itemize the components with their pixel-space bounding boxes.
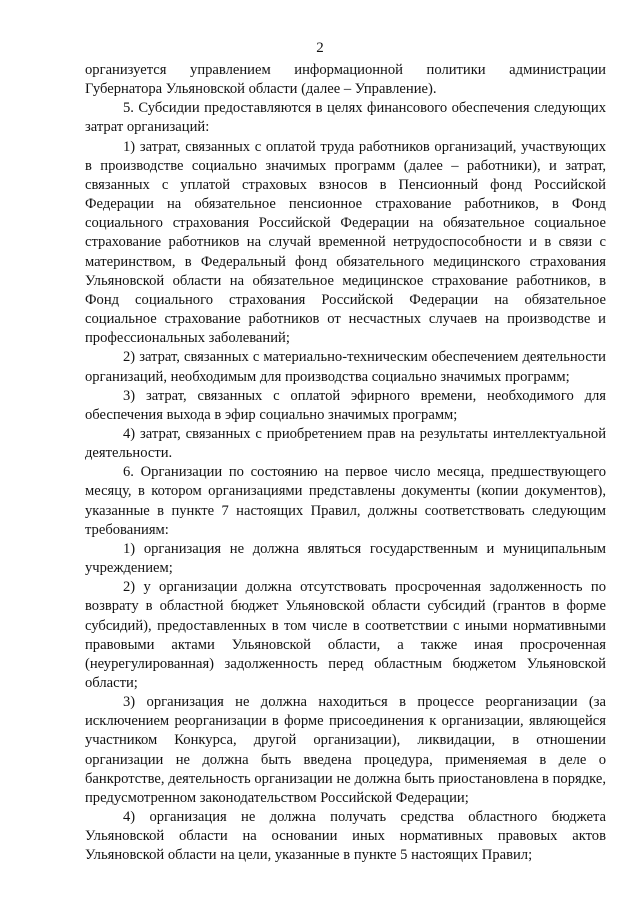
paragraph-6-item-2: 2) у организации должна отсутствовать просроченная задолженность по возврату в областной бюджет Ульяновской области субсидий (грантов в форме субсидий), предоставленных в том числе в соответствии с иными нормативными правовыми актами Ульяновской области, а также иная просроченная (неурегулированная) задолженность перед областным бюджетом Ульяновской области; <box>85 579 606 691</box>
paragraph-6-item-3: 3) организация не должна находиться в процессе реорганизации (за исключением реорганизации в форме присоединения к организации, являющейся участником Конкурса, другой организации), ликвидации, в отношении организации не должна быть введена процедура, применяемая в деле о банкротстве, деятельность организации не должна быть приостановлена в порядке, предусмотренном законодательством Российской Федерации; <box>85 694 606 806</box>
paragraph-5-item-1: 1) затрат, связанных с оплатой труда работников организаций, участвующих в производстве социально значимых программ (далее – работники), и затрат, связанных с уплатой страховых взносов в Пенсионный фонд Российской Федерации на обязательное пенсионное страхование работников, в Фонд социального страхования Российской Федерации на обязательное социальное страхование работников на случай временной нетрудоспособности и в связи с материнством, в Федеральный фонд обязательного медицинского страхования Ульяновской области на обязательное медицинское страхование работников, в Фонд социального страхования Российской Федерации на обязательное социальное страхование работников от несчастных случаев на производстве и профессиональных заболеваний; <box>85 138 606 347</box>
paragraph-5-item-4: 4) затрат, связанных с приобретением прав на результаты интеллектуальной деятельности. <box>85 425 606 462</box>
paragraph-section-5: 5. Субсидии предоставляются в целях финансового обеспечения следующих затрат организаций: <box>85 100 606 136</box>
page-number: 2 <box>316 40 324 56</box>
paragraph-5-item-3: 3) затрат, связанных с оплатой эфирного времени, необходимого для обеспечения выхода в эфир социально значимых программ; <box>85 387 606 423</box>
paragraph-intro-continuation: организуется управлением информационной политики администрации Губернатора Ульяновской области (далее – Управление). <box>85 62 606 98</box>
paragraph-6-item-1: 1) организация не должна являться государственным и муниципальным учреждением; <box>85 540 606 577</box>
paragraph-6-item-4: 4) организация не должна получать средства областного бюджета Ульяновской области на основании иных нормативных правовых актов Ульяновской области на цели, указанные в пункте 5 настоящих Правил; <box>85 809 606 864</box>
paragraph-5-item-2: 2) затрат, связанных с материально-техническим обеспечением деятельности организаций, необходимым для производства социально значимых программ; <box>85 349 606 385</box>
document-body <box>85 61 606 866</box>
paragraph-section-6: 6. Организации по состоянию на первое число месяца, предшествующего месяцу, в котором организациями представлены документы (копии документов), указанные в пункте 7 настоящих Правил, должны соответствовать следующим требованиям: <box>85 464 606 538</box>
